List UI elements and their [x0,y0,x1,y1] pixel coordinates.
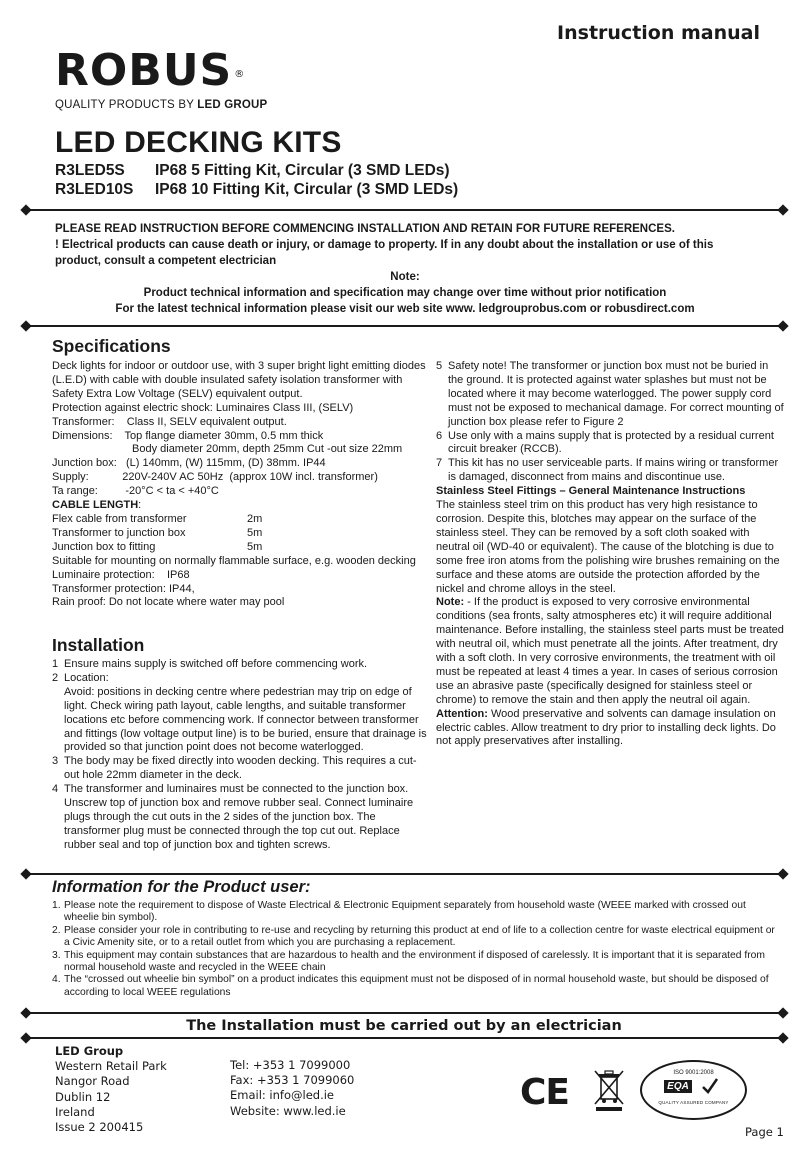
list-item [436,457,786,485]
cable-label: Flex cable from transformer [52,512,187,525]
section-divider [22,204,787,216]
spec-suitable: Suitable for mounting on normally flammable surface, e.g. wooden decking [52,554,416,567]
qa-text: QUALITY ASSURED COMPANY [658,1100,729,1105]
note-label: Note: [390,271,420,283]
attention-text: Wood preservative and solvents can damage insulation on electric cables. Allow treatment to dry prior to installing deck lights. Do not apply preservatives after installing. [436,707,776,748]
list-item [52,974,777,999]
list-item [436,430,786,458]
list-item [436,360,786,430]
cable-value: 2m [247,512,263,525]
spec-junction: Junction box: (L) 140mm, (W) 115mm, (D) 38mm. IP44 [52,457,326,470]
checkmark-icon [700,1076,720,1096]
spec-protection: Protection against electric shock: Luminaires Class III, (SELV) [52,401,354,414]
safety-notice [55,221,755,317]
item-number: 1. [52,900,61,911]
item-number: 3. [52,949,61,961]
tagline-bold: LED GROUP [197,99,268,111]
cable-row [52,527,430,541]
item-text: The transformer and luminaires must be connected to the junction box. Unscrew top of junction box and remove rubber seal. Connect luminaire plugs through the cut outs in the 2 sides of the junction box. The transformer plug must be connected through the top cut out. Replace rubber seal and top of junction box and tighten screws. [64,783,414,851]
list-item [52,900,777,925]
list-item [52,755,430,783]
item-number: 4 [52,783,59,796]
list-item [52,783,430,853]
spec-dimensions-2: Body diameter 20mm, depth 25mm Cut -out size 22mm [132,443,403,456]
electrician-banner: The Installation must be carried out by an electrician [186,1018,622,1034]
brand-name: ROBUS [55,45,233,96]
cable-label: Junction box to fitting [52,540,156,553]
installation-body [52,658,430,853]
specifications-heading: Specifications [52,336,171,356]
item-number: 2 [52,671,59,684]
notice-line-1: PLEASE READ INSTRUCTION BEFORE COMMENCING INSTALLATION AND RETAIN FOR FUTURE REFERENCES. [55,223,675,235]
model-row [55,162,450,180]
section-divider [22,1032,787,1044]
address-line: Dublin 12 [55,1089,111,1104]
model-desc: IP68 10 Fitting Kit, Circular (3 SMD LEDs) [155,181,459,198]
model-row [55,181,458,199]
item-number: 2. [52,924,61,936]
stainless-text: The stainless steel trim on this product has very high resistance to corrosion. Despite this, blotches may appear on the surface of the stainless steel. They can be removed by a soft cloth soaked with neutral oil (WD-40 or equivalent). The cause of the blotching is due to some free iron atoms from the polishing wire brushes remaining on the surface and these atoms are outside the protection afforded by the nickel and chrome alloys in the steel. [436,499,780,595]
specifications-body [52,360,430,610]
cable-heading-text: CABLE LENGTH [52,499,139,512]
info-list [52,900,777,999]
list-item [52,658,430,672]
note-paragraph [436,596,786,707]
weee-bin-icon [592,1068,626,1112]
item-text: Safety note! The transformer or junction box must not be buried in the ground. It is protected against water splashes but must not be located where it may become waterlogged. The power supply cord must not be exposed to mechanical damage. For correct mounting of junction box please refer to Figure 2 [448,360,784,428]
address-line: Nangor Road [55,1074,130,1089]
spec-dimensions: Dimensions: Top flange diameter 30mm, 0.5 mm thick [52,429,324,442]
phone: Tel: +353 1 7099000 [230,1058,351,1072]
list-item [52,950,777,975]
tagline-text: QUALITY PRODUCTS BY [55,99,198,111]
doc-type-heading: Instruction manual [557,22,760,44]
item-number: 3 [52,755,59,768]
model-code: R3LED10S [55,181,134,198]
website: Website: www.led.ie [230,1103,346,1118]
item-number: 7 [436,457,443,470]
item-text: Avoid: positions in decking centre where pedestrian may trip on edge of light. Check wiring path layout, cable lengths, and suitable transformer locations etc before commencing work. If connector between transformer and fittings (low voltage output line) is to be buried, ensure that drainage is provided so that junction point does not become waterlogged. [64,685,427,754]
company-address [55,1044,167,1135]
cable-label: Transformer to junction box [52,526,186,539]
info-heading: Information for the Product user: [52,878,311,896]
list-item [52,672,430,686]
item-text: Use only with a mains supply that is protected by a residual current circuit breaker (RCCB). [448,429,774,456]
item-text: The body may be fixed directly into wooden decking. This requires a cut-out hole 22mm diameter in the deck. [64,755,417,782]
note-text: - If the product is exposed to very corrosive environmental conditions (sea fronts, salty atmospheres etc) it will require additional maintenance. Before installing, the stainless steel parts must be treated with neutral oil, which must penetrate all the joints. After treatment, dry with a soft cloth. In very corrosive environments, the treatment with oil must be repeated at least 4 times a year. In cases of serious corrosion use an abrasive paste (specifically designed for stainless steel or chrome) to remove the stain and then apply the neutral oil again. [436,596,784,706]
spec-transformer-protection: Transformer protection: IP44, [52,582,195,595]
cable-heading-colon: : [138,499,142,512]
page-number: Page 1 [745,1125,784,1139]
iso-text: ISO 9001:2008 [673,1070,714,1076]
model-desc: IP68 5 Fitting Kit, Circular (3 SMD LEDs) [155,162,450,179]
item-text: The “crossed out wheelie bin symbol” on a product indicates this equipment must not be disposed of in normal household waste, but should be disposed of according to local WEEE regulations [64,974,769,998]
item-text: Please note the requirement to dispose of Waste Electrical & Electronic Equipment separately from household waste (WEEE marked with crossed out wheelie bin symbol). [64,900,746,924]
address-line: Western Retail Park [55,1059,167,1074]
item-text: Please consider your role in contributing to re-use and recycling by returning this product at end of life to a collection centre for waste electrical equipment or a Civic Amenity site, or to a retail outlet from which you are purchasing a replacement. [64,924,775,949]
spec-rain-proof: Rain proof: Do not locate where water may pool [52,596,285,609]
cable-value: 5m [247,526,263,539]
cable-row [52,513,430,527]
model-code: R3LED5S [55,162,125,179]
item-number: 6 [436,429,443,442]
attention-paragraph [436,708,786,750]
item-text: This equipment may contain substances that are hazardous to health and the environment if disposed of carelessly. It is important that it is separated from normal household waste and recycled in the WEEE chain [64,949,765,974]
section-divider [22,320,787,332]
eqa-logo: EQA [664,1080,692,1093]
item-text: This kit has no user serviceable parts. If mains wiring or transformer is damaged, disconnect from mains and discontinue use. [448,457,779,484]
ce-mark-icon: CE [520,1072,570,1113]
spec-transformer: Transformer: Class II, SELV equivalent output. [52,415,287,428]
brand-logo [55,45,246,96]
spec-intro: Deck lights for indoor or outdoor use, with 3 super bright light emitting diodes (L.E.D) with cable with double insulated safety isolation transformer with Safety Extra Low Voltage (SELV) equivalent output. [52,360,426,400]
issue-number: Issue 2 200415 [55,1120,144,1135]
iso-certification-badge [640,1060,747,1120]
company-contacts [230,1058,354,1119]
item-text: Location: [64,671,109,684]
spec-luminaire-protection: Luminaire protection: IP68 [52,568,190,581]
company-name: LED Group [55,1044,124,1058]
installation-heading: Installation [52,635,145,655]
item-number: 1 [52,658,59,670]
email: Email: info@led.ie [230,1088,334,1103]
page-title: LED DECKING KITS [55,126,342,159]
cable-length-heading [52,499,430,513]
right-column [436,360,786,749]
cable-value: 5m [247,540,263,553]
address-line: Ireland [55,1104,95,1119]
stainless-heading: Stainless Steel Fittings – General Maintenance Instructions [436,485,746,498]
attention-label: Attention: [436,707,488,720]
note-label: Note: [436,596,465,609]
spec-supply: Supply: 220V-240V AC 50Hz (approx 10W incl. transformer) [52,471,378,484]
item-text: Ensure mains supply is switched off before commencing work. [64,658,368,670]
list-item [52,925,777,950]
spec-ta-range: Ta range: -20°C < ta < +40°C [52,485,219,498]
cable-row [52,541,430,555]
item-number: 5 [436,360,443,372]
item-number: 4. [52,974,61,986]
list-item [52,686,430,756]
notice-line-2: ! Electrical products can cause death or injury, or damage to property. If in any doubt about the installation or use of this product, consult a competent electrician [55,239,714,267]
note-line-1: Product technical information and specification may change over time without prior notification [143,287,667,299]
registered-mark: ® [234,69,246,80]
fax: Fax: +353 1 7099060 [230,1073,355,1088]
brand-tagline [55,99,267,111]
note-line-2: For the latest technical information please visit our web site www. ledgrouprobus.com or robusdirect.com [115,303,695,315]
